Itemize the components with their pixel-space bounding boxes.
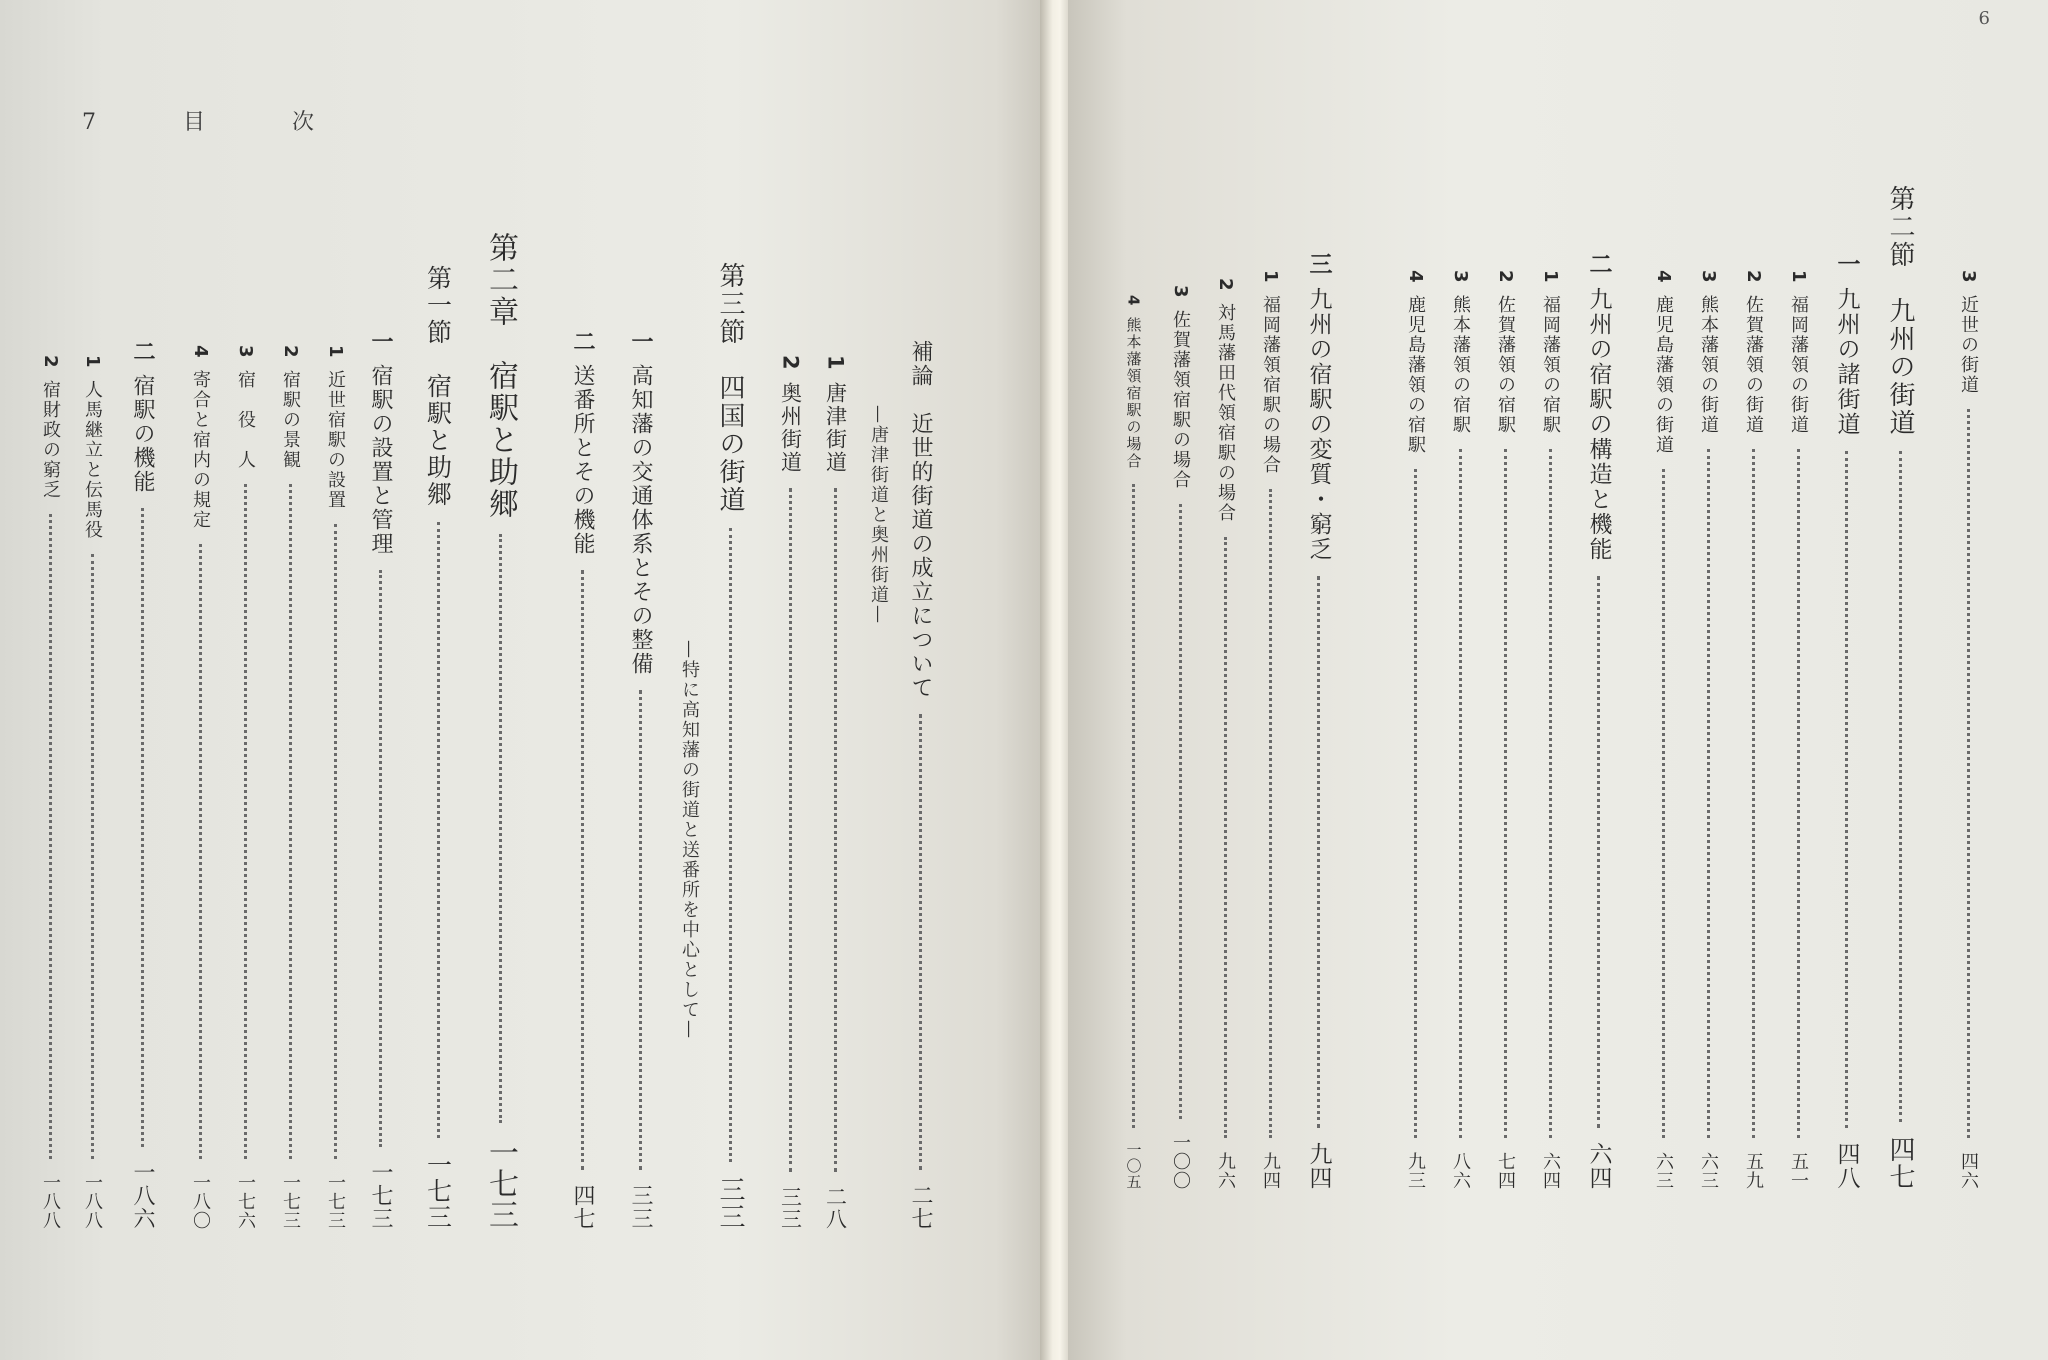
toc-entry	[1733, 270, 1773, 1190]
toc-entry-label: 第二節 九州の街道	[1885, 185, 1915, 437]
toc-entry-label: 寄合と宿内の規定	[190, 369, 211, 530]
toc-entry-number: 一	[1833, 252, 1860, 275]
dot-leader	[141, 508, 144, 1147]
toc-entry	[360, 330, 400, 1230]
toc-entry-number: 1	[1788, 270, 1809, 283]
toc-entry-number: 4	[1653, 270, 1674, 283]
toc-entry-label: 熊本藩領の街道	[1698, 294, 1719, 435]
toc-entry-page: 五九	[1743, 1152, 1764, 1190]
toc-entry-label: 人馬継立と伝馬役	[82, 379, 103, 540]
toc-entry-page: 一七六	[235, 1173, 256, 1230]
toc-entry-number: 二	[570, 330, 595, 352]
dot-leader	[639, 690, 642, 1170]
dot-leader	[1845, 451, 1848, 1128]
dot-leader	[379, 570, 382, 1147]
toc-entry-number: 4	[1124, 295, 1143, 306]
toc-entry-page: 七四	[1495, 1152, 1516, 1190]
toc-entry-number: 2	[1495, 270, 1516, 283]
toc-entry	[1530, 270, 1570, 1190]
toc-entry	[225, 345, 265, 1230]
toc-entry	[1778, 270, 1818, 1190]
toc-entry-label: 宿財政の窮乏	[40, 379, 61, 500]
toc-entry	[1250, 270, 1290, 1190]
toc-entry-label: 佐賀藩領宿駅の場合	[1170, 309, 1191, 490]
dot-leader	[437, 522, 440, 1138]
toc-entry-page: 九三	[1405, 1152, 1426, 1190]
toc-entry-label: 福岡藩領宿駅の場合	[1260, 294, 1281, 475]
toc-section-heading	[710, 262, 750, 1230]
toc-entry	[1298, 252, 1338, 1190]
dot-leader	[789, 488, 792, 1172]
dot-leader	[1662, 469, 1665, 1138]
toc-entry-label: 第一節 宿駅と助郷	[423, 265, 453, 508]
dot-leader	[499, 534, 502, 1123]
toc-entry	[1113, 295, 1153, 1190]
toc-entry	[1578, 252, 1618, 1190]
toc-entry-number: 3	[1958, 270, 1979, 283]
toc-entry-page: 一七三	[280, 1173, 301, 1230]
toc-entry	[1440, 270, 1480, 1190]
toc-entry-page: 九四	[1305, 1142, 1332, 1190]
dot-leader	[834, 488, 837, 1172]
toc-entry-label: 宿駅の景観	[280, 369, 301, 470]
toc-entry-label: 宿駅の設置と管理	[368, 364, 393, 556]
toc-entry-page: 六三	[1698, 1152, 1719, 1190]
toc-entry	[30, 355, 70, 1230]
toc-entry	[315, 345, 355, 1230]
toc-entry-label: 宿駅の機能	[130, 374, 155, 494]
running-header: 7 目 次	[82, 110, 354, 135]
toc-entry-page: 二八	[823, 1186, 848, 1230]
toc-entry	[1395, 270, 1435, 1190]
dot-leader	[1899, 451, 1902, 1122]
dot-leader	[581, 570, 584, 1170]
toc-entry-page: 九六	[1215, 1152, 1236, 1190]
toc-entry-label: 第三節 四国の街道	[715, 262, 745, 514]
toc-entry-number: 1	[82, 355, 103, 368]
dot-leader	[1752, 449, 1755, 1138]
toc-entry-label: 鹿児島藩領の宿駅	[1405, 294, 1426, 455]
toc-entry-label: 高知藩の交通体系とその整備	[628, 364, 653, 676]
toc-entry	[1643, 270, 1683, 1190]
toc-entry-page: 四六	[1958, 1152, 1979, 1190]
toc-entry-number: 2	[1743, 270, 1764, 283]
dot-leader	[919, 714, 922, 1170]
toc-entry-page: 一八八	[82, 1173, 103, 1230]
toc-entry-label: 宿 役 人	[235, 369, 256, 470]
toc-entry-page: 一七三	[423, 1152, 453, 1230]
toc-entry-page: 一七三	[483, 1137, 518, 1230]
toc-entry-label: 熊本藩領の宿駅	[1450, 294, 1471, 435]
dot-leader	[1414, 469, 1417, 1138]
toc-subtitle: —唐津街道と奥州街道—	[868, 405, 889, 625]
toc-entry-page: 一〇五	[1124, 1142, 1143, 1190]
toc-entry-number: 2	[1215, 278, 1236, 291]
toc-entry-label: 佐賀藩領の宿駅	[1495, 294, 1516, 435]
toc-entry	[900, 340, 940, 1230]
toc-entry-number: 3	[1698, 270, 1719, 283]
toc-entry-number: 2	[40, 355, 61, 368]
toc-entry-label: 対馬藩田代領宿駅の場合	[1215, 302, 1236, 523]
dot-leader	[1967, 409, 1970, 1138]
dot-leader	[289, 484, 292, 1159]
toc-entry-page: 六四	[1585, 1142, 1612, 1190]
toc-entry-page: 三三	[715, 1176, 745, 1230]
toc-entry-label: 鹿児島藩領の街道	[1653, 294, 1674, 455]
toc-entry	[620, 330, 660, 1230]
toc-entry	[180, 345, 220, 1230]
toc-entry	[270, 345, 310, 1230]
toc-entry-label: 第二章 宿駅と助郷	[483, 232, 518, 520]
dot-leader	[334, 524, 337, 1159]
toc-chapter-heading	[480, 232, 520, 1230]
toc-entry-label: 近世の街道	[1958, 294, 1979, 395]
toc-section-heading	[1880, 185, 1920, 1190]
toc-entry-page: 一八〇	[190, 1173, 211, 1230]
toc-entry-label: 九州の宿駅の構造と機能	[1585, 287, 1612, 562]
toc-entry-number: 2	[280, 345, 301, 358]
toc-entry-page: 一七三	[368, 1161, 393, 1230]
toc-entry	[122, 340, 162, 1230]
toc-entry-number: 3	[1450, 270, 1471, 283]
toc-entry-label: 唐津街道	[823, 381, 848, 474]
right-page	[1068, 0, 2048, 1360]
toc-entry-number: 1	[823, 355, 848, 370]
dot-leader	[91, 554, 94, 1159]
toc-entry	[562, 330, 602, 1230]
page-number: 6	[1978, 8, 1990, 29]
dot-leader	[1224, 537, 1227, 1138]
dot-leader	[1504, 449, 1507, 1138]
toc-entry-page: 六四	[1540, 1152, 1561, 1190]
toc-entry-label: 九州の諸街道	[1833, 287, 1860, 437]
dot-leader	[244, 484, 247, 1159]
toc-entry-page: 六三	[1653, 1152, 1674, 1190]
toc-section-heading	[418, 265, 458, 1230]
toc-entry-page: 一七三	[325, 1173, 346, 1230]
toc-entry	[1948, 270, 1988, 1190]
toc-entry	[1826, 252, 1866, 1190]
toc-entry	[1205, 278, 1245, 1190]
toc-entry-label: 奥州街道	[778, 381, 803, 474]
toc-entry-number: 一	[628, 330, 653, 352]
toc-entry-number: 4	[190, 345, 211, 358]
toc-entry-page: 三三	[778, 1186, 803, 1230]
dot-leader	[49, 514, 52, 1159]
dot-leader	[1707, 449, 1710, 1138]
toc-entry-number: 1	[1260, 270, 1281, 283]
toc-entry-page: 四七	[1885, 1136, 1915, 1190]
toc-entry-page: 四七	[570, 1184, 595, 1230]
toc-entry-page: 一八六	[130, 1161, 155, 1230]
toc-entry-page: 八六	[1450, 1152, 1471, 1190]
toc-entry-page: 二七	[908, 1184, 933, 1230]
dot-leader	[1797, 449, 1800, 1138]
toc-entry-label: 送番所とその機能	[570, 364, 595, 556]
dot-leader	[729, 528, 732, 1162]
dot-leader	[1549, 449, 1552, 1138]
toc-entry-page: 五一	[1788, 1152, 1809, 1190]
toc-entry-label: 福岡藩領の宿駅	[1540, 294, 1561, 435]
dot-leader	[1317, 576, 1320, 1128]
toc-entry-number: 三	[1305, 252, 1332, 275]
toc-entry-number: 1	[325, 345, 346, 358]
toc-entry-number: 二	[1585, 252, 1612, 275]
dot-leader	[1132, 484, 1135, 1128]
toc-entry-label: 補論 近世的街道の成立について	[908, 340, 933, 700]
toc-entry-number: 一	[368, 330, 393, 352]
toc-entry-label: 佐賀藩領の街道	[1743, 294, 1764, 435]
dot-leader	[1179, 504, 1182, 1119]
toc-entry	[1485, 270, 1525, 1190]
toc-entry	[72, 355, 112, 1230]
toc-entry	[815, 355, 855, 1230]
toc-entry-page: 四八	[1833, 1142, 1860, 1190]
toc-entry-page: 三三	[628, 1184, 653, 1230]
toc-entry-number: 2	[778, 355, 803, 370]
toc-entry	[1688, 270, 1728, 1190]
toc-entry	[1160, 285, 1200, 1190]
dot-leader	[1597, 576, 1600, 1128]
toc-entry-page: 九四	[1260, 1152, 1281, 1190]
toc-entry-number: 二	[130, 340, 155, 362]
toc-entry	[770, 355, 810, 1230]
dot-leader	[199, 544, 202, 1159]
toc-entry-number: 3	[1170, 285, 1191, 298]
toc-entry-label: 九州の宿駅の変質・窮乏	[1305, 287, 1332, 562]
toc-entry-label: 近世宿駅の設置	[325, 369, 346, 510]
dot-leader	[1269, 489, 1272, 1138]
toc-entry-label: 福岡藩領の街道	[1788, 294, 1809, 435]
toc-entry-number: 3	[235, 345, 256, 358]
toc-entry-label: 熊本藩領宿駅の場合	[1124, 317, 1143, 471]
toc-entry-number: 4	[1405, 270, 1426, 283]
dot-leader	[1459, 449, 1462, 1138]
toc-entry-page: 一八八	[40, 1173, 61, 1230]
toc-subtitle: —特に高知藩の街道と送番所を中心として—	[679, 640, 700, 1040]
toc-entry-number: 1	[1540, 270, 1561, 283]
toc-entry-page: 一〇〇	[1170, 1133, 1191, 1190]
